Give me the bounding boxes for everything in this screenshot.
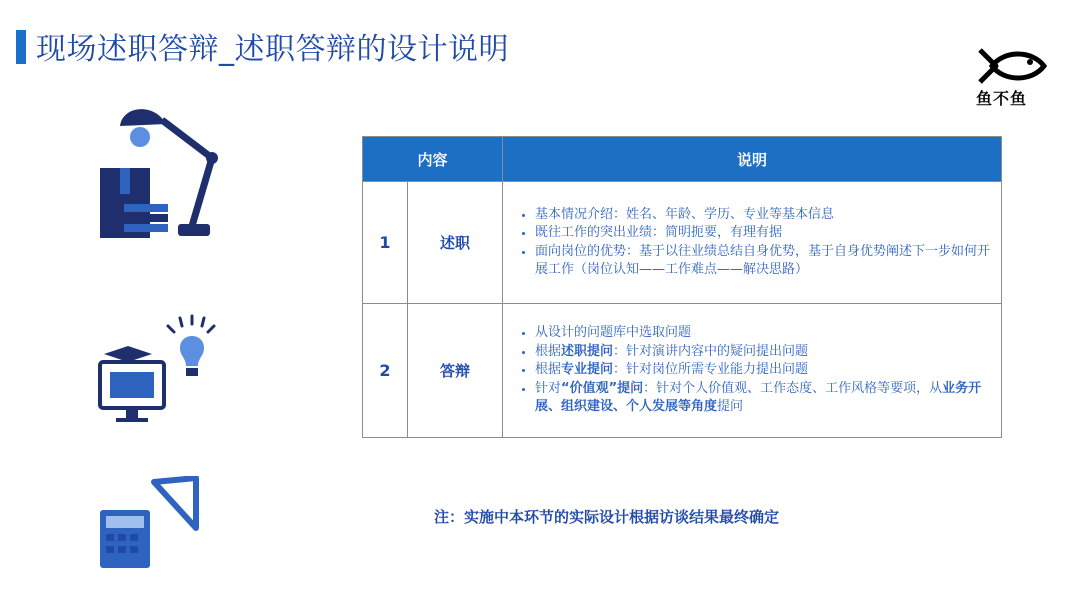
bold-text: 业务开展、组织建设、个人发展等角度 [535, 380, 982, 415]
text-segment: 面向岗位的优势：基于以往业绩总结自身优势，基于自身优势阐述下一步如何开展工作（岗位认知——工作难点——解决思路） [535, 243, 991, 277]
description-item [535, 343, 995, 362]
text-segment: 针对 [535, 380, 562, 396]
bold-text: 述职提问 [561, 343, 614, 359]
row-name: 述职 [408, 182, 503, 304]
text-segment: ：针对个人价值观、工作态度、工作风格等要项，从 [643, 380, 943, 396]
text-segment: 既往工作的突出业绩：简明扼要，有理有据 [535, 225, 783, 240]
page-title: 现场述职答辩_述职答辩的设计说明 [36, 32, 509, 67]
title-accent-bar [16, 30, 26, 64]
description-item [535, 380, 995, 417]
row-description [503, 182, 1002, 304]
table-header-row [363, 137, 1002, 182]
footnote: 注：实施中本环节的实际设计根据访谈结果最终确定 [434, 508, 780, 526]
row-description [503, 304, 1002, 438]
text-segment: 从设计的问题库中选取问题 [535, 325, 692, 341]
description-list [511, 206, 995, 280]
bold-text: 专业提问 [561, 362, 614, 378]
description-item [535, 361, 995, 380]
description-list [511, 324, 995, 417]
text-segment: 根据 [535, 343, 562, 359]
text-segment: 基本情况介绍：姓名、年龄、学历、专业等基本信息 [535, 206, 835, 222]
table-row [363, 304, 1002, 438]
text-segment: 根据 [535, 362, 562, 378]
row-number: 1 [363, 182, 408, 304]
computer-lightbulb-icon [96, 312, 220, 428]
logo-text: 鱼不鱼 [976, 89, 1028, 108]
design-spec-table [362, 136, 1002, 438]
description-item [535, 206, 995, 225]
description-item [535, 324, 995, 343]
description-item [535, 224, 995, 243]
header-description: 说明 [503, 137, 1002, 182]
row-number: 2 [363, 304, 408, 438]
header-content: 内容 [363, 137, 503, 182]
text-segment: ：针对演讲内容中的疑问提出问题 [613, 343, 809, 359]
calculator-ruler-icon [96, 476, 206, 572]
table-row [363, 182, 1002, 304]
bold-text: “价值观”提问 [561, 380, 644, 396]
row-name: 答辩 [408, 304, 503, 438]
description-item [535, 243, 995, 280]
desk-lamp-books-icon [96, 96, 232, 242]
text-segment: 提问 [717, 399, 744, 415]
text-segment: ：针对岗位所需专业能力提出问题 [613, 362, 809, 378]
